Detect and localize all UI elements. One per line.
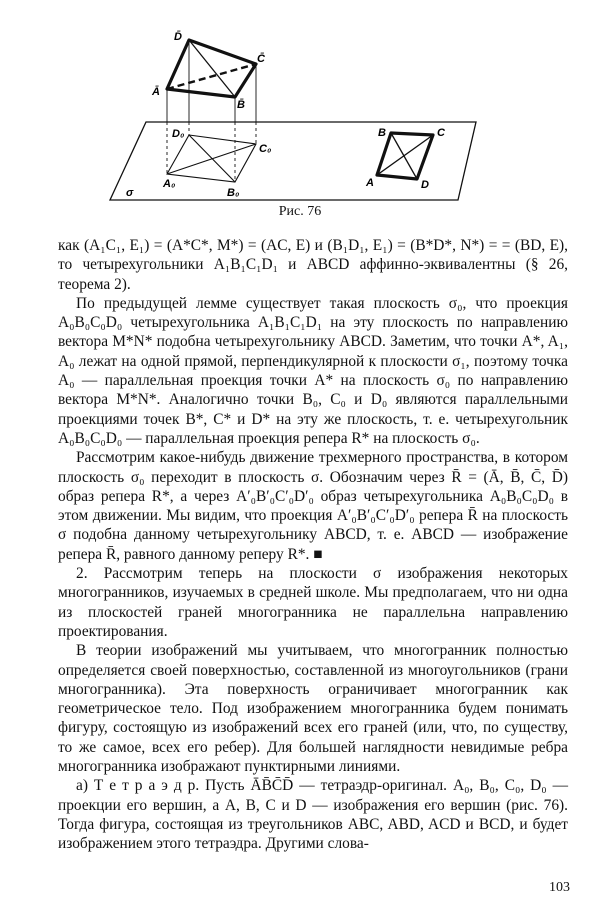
tetrahedron-original	[167, 40, 256, 97]
paragraph: а) Т е т р а э д р. Пусть ĀB̄C̄D̄ — тетраэдр-оригинал. A₀, B₀, C₀, D₀ — проекции его вершин, а A, B, C и D — изображения его вершин (рис. 76). Тогда фигура, состоящая из треугольников ABC, ABD, ACD и BCD, и будет изображением этого тетраэдра. Другими слова-	[58, 777, 568, 853]
label-c-bar: C̄	[257, 53, 265, 65]
label-sigma: σ	[126, 187, 134, 199]
projection-a0b0c0d0	[167, 135, 256, 182]
page-number: 103	[549, 880, 570, 895]
paragraph: По предыдущей лемме существует такая плоскость σ₀, что проекция A₀B₀C₀D₀ четырехугольника A₁B₁C₁D₁ на эту плоскость по направлению вектора M*N* подобна четырехугольнику ABCD. Заметим, что точки A*, A₁, A₀ лежат на одной прямой, перпендикулярной к плоскости σ₁, поэтому точка A₀ — параллельная проекция точки A* на плоскость σ₀ по направлению вектора M*N*. Аналогично точки B₀, C₀ и D₀ являются параллельными проекциями точек B*, C* и D* на эту же плоскость, т. е. четырехугольник A₀B₀C₀D₀ — параллельная проекция репера R* на плоскость σ₀.	[58, 294, 568, 447]
label-d: D	[421, 179, 429, 191]
paragraph: В теории изображений мы учитываем, что многогранник полностью определяется своей поверхностью, составленной из многоугольников (грани многогранника). Эта поверхность ограничивает многогранник как геометрическое тело. Под изображением многогранника будем понимать фигуру, состоящую из изображений всех его граней (или, что, по существу, то же самое, всех его ребер). Для большей наглядности невидимые ребра многогранника изображают пунктирными линиями.	[58, 642, 568, 776]
paragraph: как (A₁C₁, E₁) = (A*C*, M*) = (AC, E) и (B₁D₁, E₁) = (B*D*, N*) = = (BD, E), то четырехугольники A₁B₁C₁D₁ и ABCD аффинно-эквивалентны (§ 26, теорема 2).	[58, 237, 568, 293]
label-a-bar: Ā	[152, 86, 160, 98]
label-c0: C₀	[259, 143, 272, 155]
body-text	[58, 236, 568, 854]
label-b0: B₀	[227, 187, 240, 199]
figure-caption: Рис. 76	[278, 204, 322, 219]
label-a: A	[366, 177, 374, 189]
paragraph: 2. Рассмотрим теперь на плоскости σ изображения некоторых многогранников, изучаемых в средней школе. Мы предполагаем, что ни одна из плоскостей граней многогранника не параллельна направлению проектирования.	[58, 565, 568, 640]
label-b-bar: B̄	[237, 99, 245, 111]
paragraph: Рассмотрим какое-нибудь движение трехмерного пространства, в котором плоскость σ₀ переходит в плоскость σ. Обозначим через R̄ = (Ā, B̄, C̄, D̄) образ репера R*, а через A′₀B′₀C′₀D′₀ образ четырехугольника A₀B₀C₀D₀ в этом движении. Мы видим, что проекция A′₀B′₀C′₀D′₀ репера R̄ на плоскость σ подобна данному четырехугольнику ABCD, т. е. ABCD — изображение репера R̄, равного данному реперу R*. ■	[58, 449, 568, 563]
label-a0: A₀	[163, 178, 176, 190]
label-c: C	[437, 127, 445, 139]
label-d0: D₀	[172, 128, 185, 140]
image-abcd	[377, 133, 433, 179]
label-d-bar: D̄	[174, 31, 182, 43]
figure-76	[0, 0, 600, 205]
label-b: B	[378, 127, 386, 139]
